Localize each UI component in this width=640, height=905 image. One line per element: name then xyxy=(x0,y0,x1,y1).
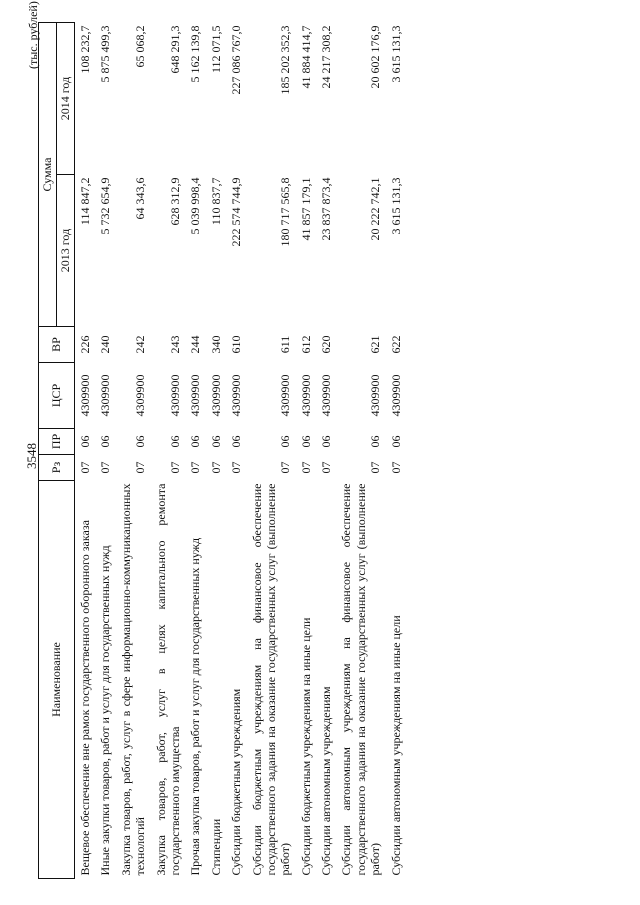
row-2013: 5 039 998,4 xyxy=(188,177,203,235)
row-vr: 612 xyxy=(298,335,313,354)
row-2013: 114 847,2 xyxy=(78,177,92,226)
row-name: Субсидии автономным учреждениям на иные цели xyxy=(388,615,403,876)
row-pr: 06 xyxy=(298,435,313,448)
row-2014: 65 068,2 xyxy=(133,25,148,68)
row-2013: 5 732 654,9 xyxy=(98,177,113,235)
row-name: Вещевое обеспечение вне рамок государственного оборонного заказа xyxy=(78,520,92,876)
row-name: Стипендии xyxy=(208,818,223,876)
row-vr: 622 xyxy=(388,335,403,354)
row-rz: 07 xyxy=(368,461,383,474)
row-2014: 185 202 352,3 xyxy=(278,25,293,95)
row-name: Субсидии бюджетным учреждениям на иные цели xyxy=(298,617,313,876)
row-vr: 244 xyxy=(188,335,203,354)
row-2013: 222 574 744,9 xyxy=(229,177,244,247)
row-2014: 3 615 131,3 xyxy=(388,25,403,83)
row-2014: 5 162 139,8 xyxy=(188,25,203,83)
row-csr: 4309900 xyxy=(368,374,383,417)
row-2013: 628 312,9 xyxy=(167,177,182,226)
row-2013: 23 837 873,4 xyxy=(319,177,334,241)
row-vr: 340 xyxy=(208,335,223,354)
header-row xyxy=(39,22,57,878)
header-sum: Сумма xyxy=(39,22,57,326)
budget-table xyxy=(38,22,406,879)
table-row xyxy=(185,22,205,878)
row-pr: 06 xyxy=(133,435,148,448)
row-name: Закупка товаров, работ, услуг в целях капитального ремонта государственного имущества xyxy=(153,483,182,876)
row-vr: 242 xyxy=(133,335,148,354)
row-name: Субсидии автономным учреждениям xyxy=(319,686,334,876)
row-2014: 41 884 414,7 xyxy=(298,25,313,89)
table-row xyxy=(95,22,115,878)
table-row xyxy=(226,22,246,878)
row-pr: 06 xyxy=(229,435,244,448)
units-note: (тыс. рублей) xyxy=(26,1,40,69)
row-csr: 4309900 xyxy=(388,374,403,417)
row-pr: 06 xyxy=(278,435,293,448)
row-2014: 24 217 308,2 xyxy=(319,25,334,89)
row-rz: 07 xyxy=(188,461,203,474)
row-2014: 648 291,3 xyxy=(167,25,182,74)
table-body xyxy=(75,22,407,878)
row-vr: 611 xyxy=(278,335,293,354)
row-2013: 41 857 179,1 xyxy=(298,177,313,241)
page-number: 3548 xyxy=(24,443,39,469)
row-pr: 06 xyxy=(98,435,113,448)
table-row xyxy=(316,22,336,878)
row-vr: 240 xyxy=(98,335,113,354)
row-name: Субсидии автономным учреждениям на финансовое обеспечение государственного задания на оказание государственных услуг (выполнение работ) xyxy=(339,483,383,876)
header-rz: Рз xyxy=(39,455,75,481)
row-csr: 4309900 xyxy=(319,374,334,417)
row-2013: 20 222 742,1 xyxy=(368,177,383,241)
row-pr: 06 xyxy=(388,435,403,448)
row-2013: 64 343,6 xyxy=(133,177,148,220)
table-row xyxy=(116,22,151,878)
header-2014: 2014 год xyxy=(57,22,75,174)
row-pr: 06 xyxy=(188,435,203,448)
row-name: Субсидии бюджетным учреждениям на финансовое обеспечение государственного задания на оказание государственных услуг (выполнение работ) xyxy=(249,483,293,876)
row-name: Закупка товаров, работ, услуг в сфере информационно-коммуникационных технологий xyxy=(118,483,148,876)
header-vr: ВР xyxy=(39,327,75,363)
row-vr: 226 xyxy=(78,335,92,354)
row-vr: 620 xyxy=(319,335,334,354)
row-name: Субсидии бюджетным учреждениям xyxy=(229,688,244,876)
row-rz: 07 xyxy=(319,461,334,474)
table-row xyxy=(75,22,96,878)
row-2014: 112 071,5 xyxy=(208,25,223,74)
row-csr: 4309900 xyxy=(229,374,244,417)
row-name: Иные закупки товаров, работ и услуг для государственных нужд xyxy=(98,545,113,876)
row-pr: 06 xyxy=(78,435,92,448)
row-rz: 07 xyxy=(208,461,223,474)
table-row xyxy=(206,22,226,878)
row-pr: 06 xyxy=(167,435,182,448)
row-rz: 07 xyxy=(388,461,403,474)
row-csr: 4309900 xyxy=(298,374,313,417)
row-2014: 108 232,7 xyxy=(78,25,92,74)
header-2013: 2013 год xyxy=(57,175,75,327)
row-rz: 07 xyxy=(133,461,148,474)
row-rz: 07 xyxy=(78,461,92,474)
row-pr: 06 xyxy=(368,435,383,448)
row-2014: 20 602 176,9 xyxy=(368,25,383,89)
row-2014: 5 875 499,3 xyxy=(98,25,113,83)
row-csr: 4309900 xyxy=(167,374,182,417)
row-vr: 243 xyxy=(167,335,182,354)
row-csr: 4309900 xyxy=(133,374,148,417)
row-vr: 610 xyxy=(229,335,244,354)
row-name: Прочая закупка товаров, работ и услуг для государственных нужд xyxy=(188,537,203,876)
row-rz: 07 xyxy=(98,461,113,474)
header-csr: ЦСР xyxy=(39,363,75,429)
row-vr: 621 xyxy=(368,335,383,354)
row-pr: 06 xyxy=(319,435,334,448)
row-2013: 3 615 131,3 xyxy=(388,177,403,235)
row-csr: 4309900 xyxy=(78,374,92,417)
row-rz: 07 xyxy=(229,461,244,474)
table-row xyxy=(336,22,385,878)
table-row xyxy=(386,22,406,878)
header-pr: ПР xyxy=(39,429,75,455)
row-rz: 07 xyxy=(167,461,182,474)
row-rz: 07 xyxy=(298,461,313,474)
table-row xyxy=(247,22,296,878)
row-2014: 227 086 767,0 xyxy=(229,25,244,95)
header-name: Наименование xyxy=(39,481,75,879)
row-2013: 110 837,7 xyxy=(208,177,223,226)
table-row xyxy=(151,22,186,878)
row-2013: 180 717 565,8 xyxy=(278,177,293,247)
row-csr: 4309900 xyxy=(278,374,293,417)
row-rz: 07 xyxy=(278,461,293,474)
row-pr: 06 xyxy=(208,435,223,448)
row-csr: 4309900 xyxy=(208,374,223,417)
row-csr: 4309900 xyxy=(98,374,113,417)
row-csr: 4309900 xyxy=(188,374,203,417)
table-row xyxy=(296,22,316,878)
